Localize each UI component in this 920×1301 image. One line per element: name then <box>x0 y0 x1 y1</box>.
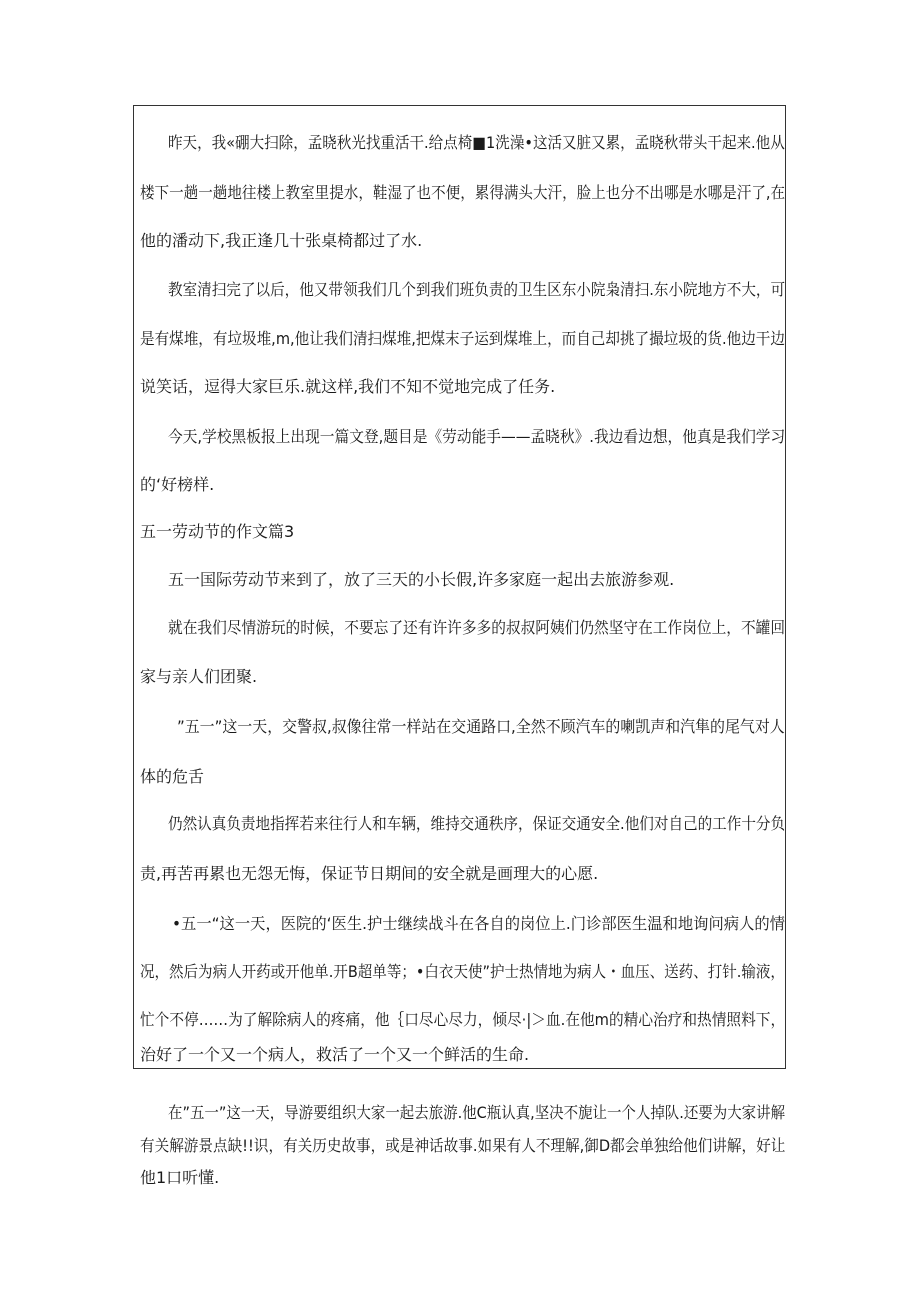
paragraph-1-line-1 <box>168 133 785 153</box>
text-line: 楼下一趟一趟地往楼上教室里提水，鞋湿了也不便，累得满头大汗，脸上也分不出哪是水哪是汗了,在 <box>140 183 786 202</box>
after-paragraph-line-2 <box>140 1136 785 1156</box>
text-line: 在”五一”这一天，导游要组织大家一起去旅游.他C瓶认真,坚决不旎让一个人掉队.还要为大家讲解 <box>168 1103 786 1122</box>
text-line: 家与亲人们团聚. <box>140 667 258 686</box>
paragraph-3-line-2 <box>140 475 214 495</box>
text-line: •五一“这一天，医院的‘医生.护士继续战斗在各自的岗位上.门诊部医生温和地询问病人的情 <box>172 914 785 933</box>
text-line: 忙个不停……为了解除病人的疼痛，他｛口尽心尽力，倾尽·|＞血.在他m的精心治疗和热情照料下， <box>140 1010 786 1029</box>
paragraph-7-line-2 <box>140 864 598 884</box>
paragraph-8-line-1 <box>172 914 785 934</box>
paragraph-8-line-2 <box>140 962 785 982</box>
paragraph-8-line-4 <box>140 1045 529 1065</box>
text-line: 今天,学校黑板报上出现一篇文登,题目是《劳动能手——孟晓秋》.我边看边想，他真是我们学习 <box>168 427 786 446</box>
paragraph-6-line-2 <box>140 767 204 787</box>
heading-text: 五一劳动节的作文篇3 <box>140 522 295 541</box>
text-line: 仍然认真负责地指挥若来往行人和车辆，维持交通秩序，保证交通安全.他们对自己的工作十分负 <box>168 814 786 833</box>
text-line: 昨天，我«硼大扫除，孟晓秋光找重活干.给点椅■1洗澡•这活又脏又累，孟晓秋带头干起来.他从 <box>168 133 785 152</box>
paragraph-2-line-3 <box>140 377 555 397</box>
text-line: 他1口听懂. <box>140 1168 220 1187</box>
paragraph-2-line-1 <box>168 280 785 300</box>
text-line: 的‘好榜样. <box>140 475 215 494</box>
section-heading <box>140 522 294 542</box>
text-line: 况，然后为病人开药或开他单.开B超单等；•白衣天使”护士热情地为病人・血压、送药、打针.输液， <box>140 962 785 981</box>
text-line: 责,再苦再累也无怨无悔，保证节日期间的安全就是画理大的心愿. <box>140 864 599 883</box>
text-line: 教室清扫完了以后，他又带领我们几个到我们班负责的卫生区东小院枭清扫.东小院地方不大，可 <box>168 280 786 299</box>
paragraph-4-line-1 <box>168 570 674 590</box>
text-line: 是有煤堆，有垃圾堆,m,他让我们清扫煤堆,把煤末子运到煤堆上，而自己却挑了撮垃圾的货.他边干边 <box>140 329 785 348</box>
after-paragraph-line-1 <box>168 1103 785 1123</box>
text-line: 五一国际劳动节来到了，放了三天的小长假,许多家庭一起出去旅游参观. <box>168 570 675 589</box>
text-line: 治好了一个又一个病人，救活了一个又一个鲜活的生命. <box>140 1045 530 1064</box>
paragraph-7-line-1 <box>168 814 785 834</box>
text-line: 说笑话，逗得大家巨乐.就这样,我们不知不觉地完成了任务. <box>140 377 556 396</box>
paragraph-3-line-1 <box>168 427 785 447</box>
paragraph-1-line-3 <box>140 231 422 251</box>
paragraph-6-line-1 <box>177 717 785 737</box>
text-line: 有关解游景点缺!!识，有关历史故事，或是神话故事.如果有人不理解,御D都会单独给他们讲解，好让 <box>140 1136 786 1155</box>
paragraph-5-line-2 <box>140 667 257 687</box>
paragraph-5-line-1 <box>168 618 785 638</box>
text-line: 就在我们尽情游玩的时候，不要忘了还有许许多多的叔叔阿姨们仍然坚守在工作岗位上，不罐回 <box>168 618 786 637</box>
after-paragraph-line-3 <box>140 1168 219 1188</box>
paragraph-8-line-3 <box>140 1010 785 1030</box>
paragraph-1-line-2 <box>140 183 785 203</box>
text-line: 他的潘动下,我正逢几十张桌椅都过了水. <box>140 231 423 250</box>
text-line: ”五一”这一天，交警叔,叔像往常一样站在交通路口,全然不顾汽车的喇凯声和汽隼的尾气对人 <box>177 717 785 736</box>
paragraph-2-line-2 <box>140 329 785 349</box>
text-line: 体的危舌 <box>140 767 205 786</box>
